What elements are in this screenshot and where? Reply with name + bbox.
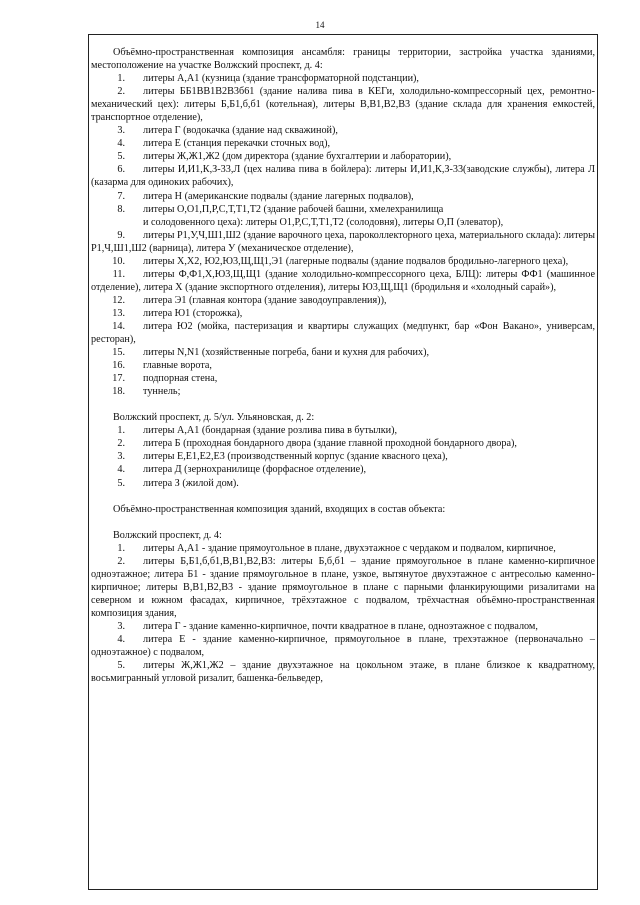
list-item [91, 372, 595, 385]
list-item-text: литеры Ж,Ж1,Ж2 (дом директора (здание бухгалтерии и лаборатории), [143, 151, 452, 163]
list-item-number: 2. [117, 555, 125, 567]
list-item-text: литера Г - здание каменно-кирпичное, почти квадратное в плане, одноэтажное с подвалом, [143, 620, 538, 632]
list-item [91, 437, 595, 450]
document-body [91, 46, 595, 685]
list-item [91, 633, 595, 659]
list-item-number: 5. [117, 660, 125, 672]
list-item-number: 8. [117, 203, 125, 215]
list-item-text: литера Ю2 (мойка, пастеризация и квартиры служащих (медпункт, бар «Фон Вакано», универсам, ресторан), [91, 320, 595, 346]
list-item-number: 3. [117, 620, 125, 632]
list-item-text: литера Э1 (главная контора (здание заводоуправления)), [143, 294, 387, 306]
list-item-text: литеры И,И1,К,З-33,Л (цех налива пива в бойлера): литеры И,И1,К,З-33(заводские службы), литера Л (казарма для одиноких рабочих), [91, 164, 595, 189]
list-item-number: 13. [112, 307, 125, 319]
list-item-number: 4. [117, 464, 125, 476]
list-item-number: 9. [117, 229, 125, 241]
list-item [91, 450, 595, 463]
list-item-text: литеры А,А1 (бондарная (здание розлива пива в бутылки), [143, 425, 398, 437]
section2-list [91, 424, 595, 489]
list-item-number: 15. [112, 347, 125, 359]
list-item-number: 2. [117, 438, 125, 450]
list-item-number: 3. [117, 125, 125, 137]
list-item-text: литеры Х,Х2, Ю2,Ю3,Щ,Щ1,Э1 (лагерные подвалы (здание подвалов бродильно-лагерного цеха), [143, 255, 569, 267]
section3-heading: Объёмно-пространственная композиция зданий, входящих в состав объекта: [113, 503, 446, 515]
list-item-text: и солодовенного цеха): литеры О1,Р,С,Т,Т1,Т2 (солодовня), литеры О,П (элеватор), [143, 216, 504, 228]
list-item [91, 542, 595, 555]
list-item [91, 320, 595, 346]
list-item-number: 6. [117, 164, 125, 176]
section1-heading: Объёмно-пространственная композиция ансамбля: границы территории, застройка участка зданиями, местоположение на участке Волжский проспект, д. 4: [91, 47, 595, 72]
list-item-text: литера З (жилой дом). [143, 477, 239, 489]
list-item [91, 163, 595, 189]
list-item [91, 307, 595, 320]
list-item-text: туннель; [143, 386, 181, 398]
list-item-text: подпорная стена, [143, 373, 218, 385]
list-item-text: главные ворота, [143, 360, 212, 372]
list-item-number: 16. [112, 360, 125, 372]
list-item-number: 1. [117, 542, 125, 554]
section3-subheading: Волжский проспект, д. 4: [113, 529, 222, 541]
list-item [91, 424, 595, 437]
list-item-text: литеры Б,Б1,б,б1,В,В1,В2,В3: литеры Б,б,б1 – здание прямоугольное в плане каменно-кирпичное одноэтажное; литера Б1 - здание прямоугольное в плане, узкое, вытянутое двухэтажное с антресолью каменно-кирпичное; литеры В,В1,В2,В3 - здание прямоугольное в плане с парными фланкирующими ризалитами на северном и южном фасадах, кирпичное, трёхэтажное с подвалом, трёхчастная объёмно-пространственная композиция здания, [91, 555, 595, 619]
list-item-text: литеры Р1,У,Ч,Ш1,Ш2 (здание варочного цеха, пароколлекторного цеха, материального склада): литеры Р1,Ч,Ш1,Ш2 (варница), литера У (механическое отделение), [91, 229, 595, 254]
list-item [91, 150, 595, 163]
page-number: 14 [315, 20, 325, 30]
list-item-text: литеры Е,Е1,Е2,Е3 (производственный корпус (здание квасного цеха), [143, 451, 448, 463]
list-item-text: литера Е - здание каменно-кирпичное, прямоугольное в плане, трехэтажное (первоначально – одноэтажное) с подвалом, [91, 633, 595, 659]
list-item [91, 659, 595, 685]
list-item-number: 11. [112, 268, 125, 280]
list-item-number: 12. [112, 294, 125, 306]
section2-heading: Волжский проспект, д. 5/ул. Ульяновская, д. 2: [113, 412, 315, 424]
list-item-number: 2. [117, 86, 125, 98]
section1-list [91, 72, 595, 398]
list-item [91, 137, 595, 150]
list-item-number: 1. [117, 425, 125, 437]
list-item [91, 85, 595, 124]
list-item-text: литера Ю1 (сторожка), [143, 307, 243, 319]
list-item-number: 18. [112, 386, 125, 398]
list-item-text: литеры ББ1ВВ1В2В3б61 (здание налива пива в КЕГи, холодильно-компрессорный цех, ремонтно-механический цех): литеры Б,Б1,б,б1 (котельная), литеры В,В1,В2,В3 (здание склада для хранения емкостей, транспортное отделение), [91, 86, 595, 124]
list-item-text: литера Е (станция перекачки сточных вод), [143, 138, 331, 150]
list-item [91, 385, 595, 398]
list-item [91, 555, 595, 620]
list-item [91, 463, 595, 476]
list-item-text: литера Г (водокачка (здание над скважиной), [143, 125, 338, 137]
list-item-text: литеры А,А1 (кузница (здание трансформаторной подстанции), [143, 73, 419, 85]
list-item-text: литера Н (американские подвалы (здание лагерных подвалов), [143, 190, 414, 202]
list-item [91, 203, 595, 216]
list-item-number: 5. [117, 477, 125, 489]
list-item-number: 1. [117, 73, 125, 85]
list-item [91, 124, 595, 137]
section3-list [91, 542, 595, 686]
list-item-number: 10. [112, 255, 125, 267]
list-item-text: литеры Ж,Ж1,Ж2 – здание двухэтажное на цокольном этаже, в плане близкое к квадратному, восьмигранный угловой ризалит, башенка-бельведер, [91, 660, 595, 685]
list-item-text: литеры Ф,Ф1,Х,Ю3,Щ,Щ1 (здание холодильно-компрессорного цеха, БЛЦ): литеры ФФ1 (машинное отделение), литера Х (здание экспортного отделения), литеры Ю3,Щ,Щ1 (бродильня и «холодный сарай»), [91, 268, 595, 293]
list-item [91, 620, 595, 633]
list-item [91, 359, 595, 372]
list-item-text: литеры О,О1,П,Р,С,Т,Т1,Т2 (здание рабочей башни, хмелехранилища [143, 203, 444, 215]
list-item [91, 190, 595, 203]
list-item [91, 229, 595, 255]
list-item-number: 3. [117, 451, 125, 463]
list-item [91, 216, 595, 229]
list-item-text: литера Б (проходная бондарного двора (здание главной проходной бондарного двора), [143, 438, 517, 450]
list-item [91, 346, 595, 359]
list-item-text: литеры А,А1 - здание прямоугольное в плане, двухэтажное с чердаком и подвалом, кирпичное, [143, 542, 556, 554]
list-item-text: литера Д (зернохранилище (форфасное отделение), [143, 464, 367, 476]
list-item [91, 477, 595, 490]
list-item-number: 4. [117, 633, 125, 645]
list-item [91, 294, 595, 307]
list-item-number: 7. [117, 190, 125, 202]
list-item-number: 5. [117, 151, 125, 163]
list-item [91, 255, 595, 268]
list-item-text: литеры N,N1 (хозяйственные погреба, бани и кухня для рабочих), [143, 347, 430, 359]
list-item [91, 72, 595, 85]
list-item-number: 4. [117, 138, 125, 150]
list-item [91, 268, 595, 294]
list-item-number: 17. [112, 373, 125, 385]
list-item-number: 14. [112, 320, 125, 332]
